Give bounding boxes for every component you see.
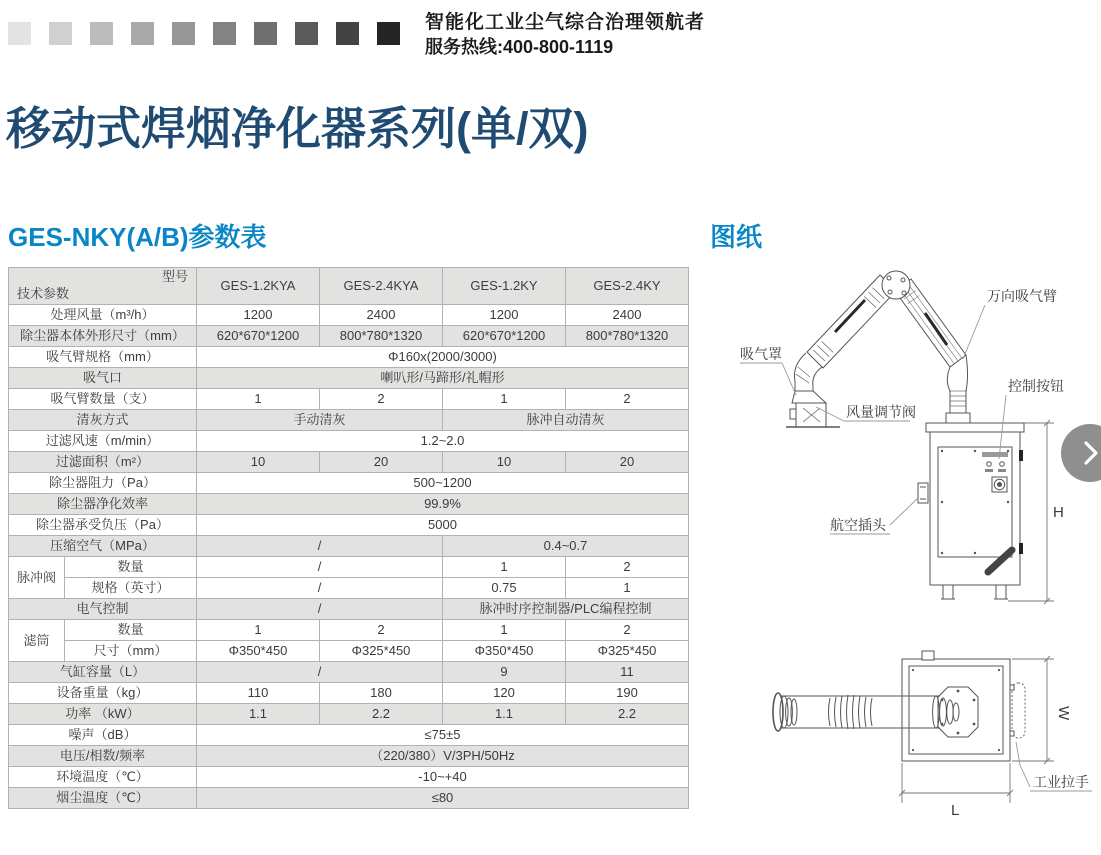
- corner-cell: [9, 268, 197, 305]
- dim-l-lines: [899, 763, 1013, 803]
- spec-cell: 10: [197, 452, 320, 473]
- gradient-square: [336, 22, 359, 45]
- spec-cell: Φ325*450: [320, 641, 443, 662]
- technical-drawing: [700, 255, 1101, 855]
- dim-label-l: L: [951, 802, 960, 819]
- spec-row-label: 电气控制: [9, 599, 197, 620]
- gradient-square: [295, 22, 318, 45]
- spec-cell: 1: [443, 620, 566, 641]
- spec-cell: 20: [320, 452, 443, 473]
- spec-cell: 1200: [197, 305, 320, 326]
- spec-cell: /: [197, 536, 443, 557]
- spec-row: [9, 578, 689, 599]
- spec-table: [8, 267, 689, 809]
- spec-row-label: 吸气口: [9, 368, 197, 389]
- arm-cabinet-connector: [946, 413, 970, 423]
- gradient-square: [254, 22, 277, 45]
- spec-cell: 190: [566, 683, 689, 704]
- company-header: [425, 10, 705, 60]
- spec-row: [9, 557, 689, 578]
- spec-cell: 1.1: [443, 704, 566, 725]
- gradient-square: [90, 22, 113, 45]
- callout-industrial-handle: 工业拉手: [1033, 774, 1089, 790]
- spec-cell: 2.2: [566, 704, 689, 725]
- spec-cell: /: [197, 557, 443, 578]
- spec-cell: Φ160x(2000/3000): [197, 347, 689, 368]
- spec-cell: -10~+40: [197, 767, 689, 788]
- spec-row-label: 除尘器本体外形尺寸（mm）: [9, 326, 197, 347]
- spec-row-label: 功率 （kW）: [9, 704, 197, 725]
- spec-row-label: 数量: [65, 557, 197, 578]
- gradient-square: [377, 22, 400, 45]
- spec-cell: 脉冲自动清灰: [443, 410, 689, 431]
- spec-cell: Φ350*450: [443, 641, 566, 662]
- spec-row: [9, 410, 689, 431]
- spec-cell: 1200: [443, 305, 566, 326]
- brand-logo-bar: [982, 452, 1008, 457]
- industrial-handle: [1012, 683, 1025, 738]
- spec-row: [9, 746, 689, 767]
- model-header-3: GES-1.2KY: [443, 268, 566, 305]
- spec-row: [9, 599, 689, 620]
- spec-cell: /: [197, 578, 443, 599]
- spec-row-label: 尺寸（mm）: [65, 641, 197, 662]
- spec-cell: 120: [443, 683, 566, 704]
- spec-row-label: 压缩空气（MPa）: [9, 536, 197, 557]
- spec-row: [9, 662, 689, 683]
- spec-row-label: 烟尘温度（℃）: [9, 788, 197, 809]
- spec-row-label: 电压/相数/频率: [9, 746, 197, 767]
- spec-row: [9, 620, 689, 641]
- drawing-title: 图纸: [710, 222, 763, 252]
- spec-row-label: 除尘器阻力（Pa）: [9, 473, 197, 494]
- spec-cell: 1.1: [197, 704, 320, 725]
- spec-cell: 2400: [320, 305, 443, 326]
- spec-row: [9, 473, 689, 494]
- model-header-2: GES-2.4KYA: [320, 268, 443, 305]
- spec-row: [9, 368, 689, 389]
- spec-row-label: 噪声（dB）: [9, 725, 197, 746]
- arm-right-elbow: [947, 367, 950, 391]
- spec-cell: 1: [197, 389, 320, 410]
- spec-cell: 1: [443, 389, 566, 410]
- spec-cell: 110: [197, 683, 320, 704]
- spec-cell: 1: [443, 557, 566, 578]
- callout-control-button: 控制按钮: [1008, 378, 1064, 394]
- spec-row: [9, 326, 689, 347]
- spec-row: [9, 347, 689, 368]
- flange-octagon: [938, 687, 978, 737]
- suction-hood-funnel: [792, 391, 826, 403]
- spec-row: [9, 515, 689, 536]
- model-header-1: GES-1.2KYA: [197, 268, 320, 305]
- spec-row: [9, 536, 689, 557]
- spec-row-label: 除尘器净化效率: [9, 494, 197, 515]
- spec-cell: 620*670*1200: [443, 326, 566, 347]
- company-tagline: 智能化工业尘气综合治理领航者: [425, 12, 706, 33]
- spec-row-label: 数量: [65, 620, 197, 641]
- spec-row-label: 处理风量（m³/h）: [9, 305, 197, 326]
- callout-universal-arm: 万向吸气臂: [987, 288, 1057, 304]
- spec-cell: 11: [566, 662, 689, 683]
- dim-w-lines: [1012, 656, 1054, 764]
- spec-cell: Φ325*450: [566, 641, 689, 662]
- spec-cell: 9: [443, 662, 566, 683]
- callout-air-valve: 风量调节阀: [846, 404, 916, 420]
- spec-cell: 1.2~2.0: [197, 431, 689, 452]
- spec-row-label: 清灰方式: [9, 410, 197, 431]
- spec-row-label: 吸气臂数量（支）: [9, 389, 197, 410]
- spec-cell: 1: [566, 578, 689, 599]
- corner-label-params: 技术参数: [17, 286, 70, 302]
- spec-cell: ≤75±5: [197, 725, 689, 746]
- spec-cell: 2.2: [320, 704, 443, 725]
- spec-row-label: 气缸容量（L）: [9, 662, 197, 683]
- spec-cell: 2: [566, 557, 689, 578]
- aviation-plug: [918, 483, 928, 503]
- spec-cell: 620*670*1200: [197, 326, 320, 347]
- spec-row: [9, 431, 689, 452]
- gradient-square: [213, 22, 236, 45]
- spec-cell: 800*780*1320: [566, 326, 689, 347]
- spec-cell: 2: [320, 620, 443, 641]
- table-header-row: [9, 268, 689, 305]
- chevron-right-icon: [1075, 438, 1101, 468]
- gradient-square: [49, 22, 72, 45]
- spec-cell: 2400: [566, 305, 689, 326]
- callout-suction-hood: 吸气罩: [740, 346, 782, 362]
- spec-cell: 手动清灰: [197, 410, 443, 431]
- spec-row: [9, 767, 689, 788]
- service-hotline: 服务热线:400-800-1119: [425, 37, 614, 57]
- spec-row-label: 过滤风速（m/min）: [9, 431, 197, 452]
- spec-cell: （220/380）V/3PH/50Hz: [197, 746, 689, 767]
- spec-row-label: 规格（英寸）: [65, 578, 197, 599]
- spec-cell: 2: [320, 389, 443, 410]
- cabinet-top-plate: [926, 423, 1024, 432]
- gradient-square: [172, 22, 195, 45]
- spec-row: [9, 389, 689, 410]
- spec-cell: ≤80: [197, 788, 689, 809]
- spec-row-label: 吸气臂规格（mm）: [9, 347, 197, 368]
- dim-label-w: W: [1055, 706, 1072, 721]
- spec-row-label: 设备重量（kg）: [9, 683, 197, 704]
- spec-row: [9, 305, 689, 326]
- spec-row: [9, 788, 689, 809]
- spec-row: [9, 452, 689, 473]
- row-group-label: 滤筒: [9, 620, 65, 662]
- page-title: 移动式焊烟净化器系列(单/双): [6, 103, 589, 154]
- spec-cell: 1: [197, 620, 320, 641]
- spec-row: [9, 494, 689, 515]
- spec-table-wrap: [8, 267, 689, 809]
- corner-label-model: 型号: [161, 269, 188, 284]
- gradient-square: [131, 22, 154, 45]
- spec-cell: 2: [566, 389, 689, 410]
- spec-row-label: 除尘器承受负压（Pa）: [9, 515, 197, 536]
- spec-cell: 喇叭形/马蹄形/礼帽形: [197, 368, 689, 389]
- spec-table-title: GES-NKY(A/B)参数表: [8, 222, 267, 252]
- callout-aviation-plug: 航空插头: [830, 517, 886, 533]
- spec-cell: 500~1200: [197, 473, 689, 494]
- dim-label-h: H: [1053, 504, 1064, 521]
- spec-cell: /: [197, 599, 443, 620]
- spec-cell: Φ350*450: [197, 641, 320, 662]
- spec-row-label: 环境温度（℃）: [9, 767, 197, 788]
- spec-cell: 2: [566, 620, 689, 641]
- spec-row-label: 过滤面积（m²）: [9, 452, 197, 473]
- spec-cell: 脉冲时序控制器/PLC编程控制: [443, 599, 689, 620]
- spec-cell: /: [197, 662, 443, 683]
- arm-apex-joint: [882, 271, 910, 299]
- spec-row: [9, 683, 689, 704]
- gradient-square: [8, 22, 31, 45]
- spec-cell: 99.9%: [197, 494, 689, 515]
- spec-cell: 180: [320, 683, 443, 704]
- spec-cell: 0.4~0.7: [443, 536, 689, 557]
- spec-cell: 10: [443, 452, 566, 473]
- spec-row: [9, 725, 689, 746]
- model-header-4: GES-2.4KY: [566, 268, 689, 305]
- spec-cell: 20: [566, 452, 689, 473]
- spec-row: [9, 641, 689, 662]
- spec-cell: 0.75: [443, 578, 566, 599]
- spec-row: [9, 704, 689, 725]
- spec-cell: 5000: [197, 515, 689, 536]
- spec-table-body: [9, 305, 689, 809]
- row-group-label: 脉冲阀: [9, 557, 65, 599]
- spec-cell: 800*780*1320: [320, 326, 443, 347]
- gradient-squares-strip: [8, 22, 400, 45]
- cabinet-legs: [941, 585, 1008, 599]
